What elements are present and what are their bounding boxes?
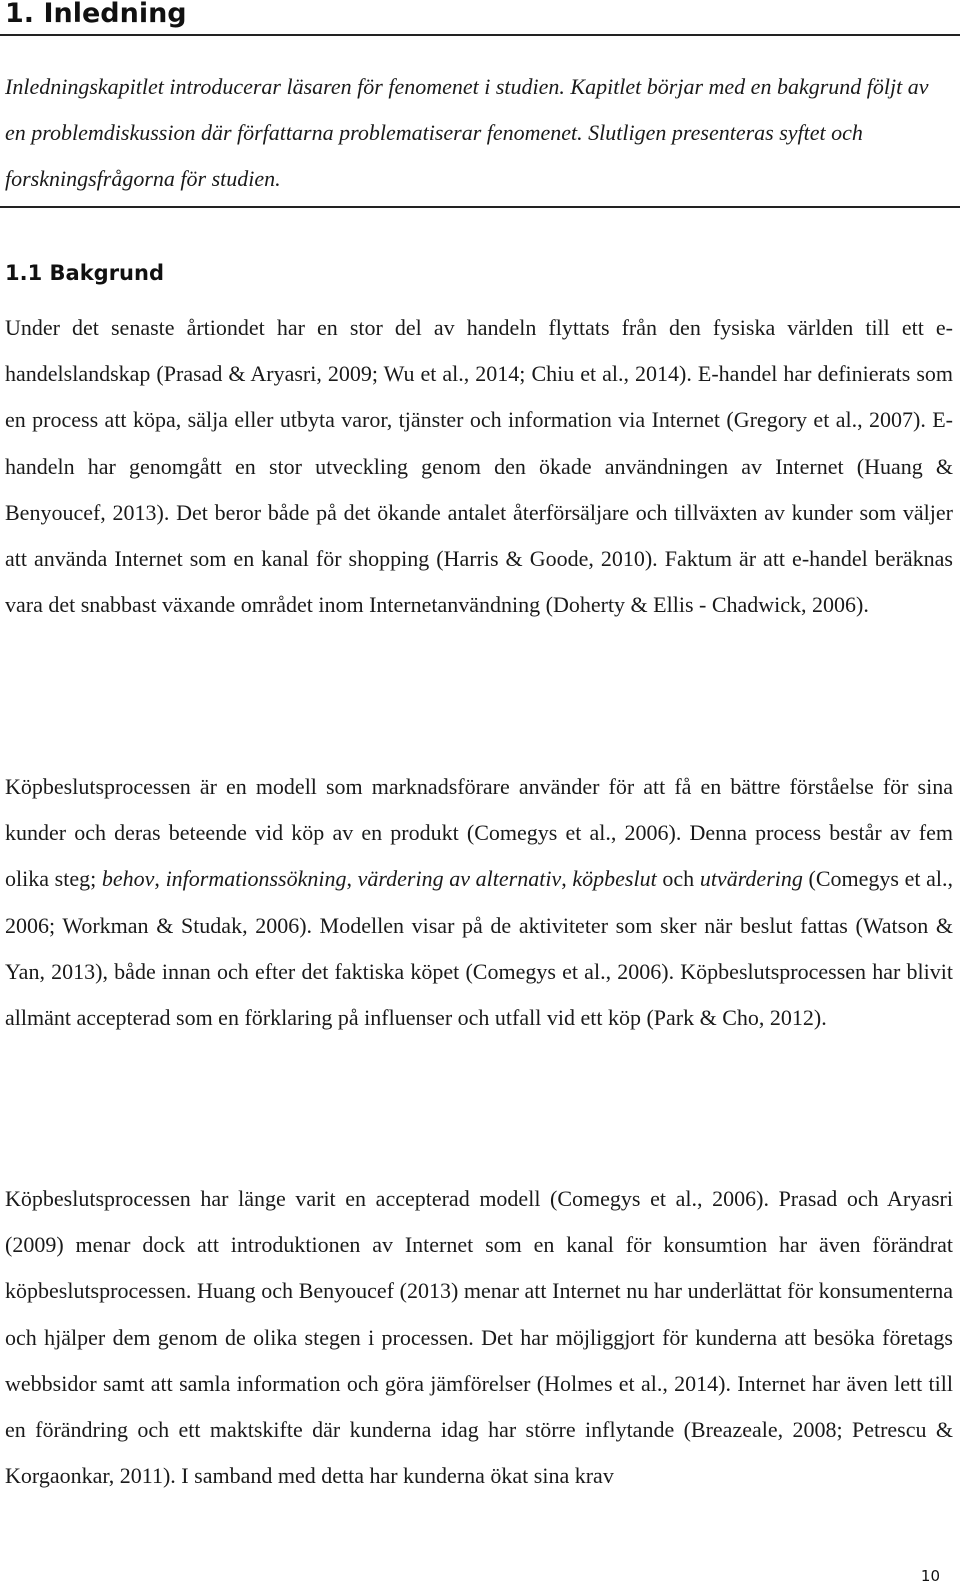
paragraph-2-text-a: Köpbeslutsprocessen är en modell som marknadsförare använder för att få en bättre förståelse för sina kunder och deras beteende vid köp av en produkt (Comegys et al., 2006). Denna process består av fem olika steg;: [5, 774, 953, 892]
step-informationssokning: informationssökning: [165, 866, 347, 892]
step-utvardering: utvärdering: [699, 866, 803, 892]
paragraph-2: [5, 764, 953, 1041]
chapter-heading: 1. Inledning: [5, 0, 187, 29]
heading-divider: [0, 34, 960, 36]
intro-divider: [0, 206, 960, 208]
step-behov: behov: [101, 866, 155, 892]
paragraph-2-text-b: (Comegys et al., 2006; Workman & Studak, 2006). Modellen visar på de aktiviteter som sker när beslut fattas (Watson & Yan, 2013), både innan och efter det faktiska köpet (Comegys et al., 2006). Köpbeslutsprocessen har blivit allmänt accepterad som en förklaring på influenser och utfall vid ett köp (Park & Cho, 2012).: [5, 866, 954, 1031]
chapter-intro: Inledningskapitlet introducerar läsaren för fenomenet i studien. Kapitlet börjar med en bakgrund följt av en problemdiskussion där författarna problematiserar fenomenet. Slutligen presenteras syftet och forskningsfrågorna för studien.: [5, 74, 929, 191]
section-heading: 1.1 Bakgrund: [5, 261, 164, 285]
step-separator: ,: [346, 866, 358, 892]
paragraph-3: Köpbeslutsprocessen har länge varit en accepterad modell (Comegys et al., 2006). Prasad och Aryasri (2009) menar dock att introduktionen av Internet som en kanal för konsumtion har även förändrat köpbeslutsprocessen. Huang och Benyoucef (2013) menar att Internet nu har underlättat för konsumenterna och hjälper dem genom de olika stegen i processen. Det har möjliggjort för kunderna att besöka företags webbsidor samt att samla information och göra jämförelser (Holmes et al., 2014). Internet har även lett till en förändring och ett maktskifte där kunderna idag har större inflytande (Breazeale, 2008; Petrescu & Korgaonkar, 2011). I samband med detta har kunderna ökat sina krav: [5, 1186, 953, 1489]
step-vardering-av-alternativ: värdering av alternativ: [357, 866, 562, 892]
step-kopbeslut: köpbeslut: [572, 866, 657, 892]
page-number: 10: [920, 1567, 940, 1585]
step-separator: ,: [154, 866, 166, 892]
step-separator: och: [656, 866, 700, 892]
paragraph-1: Under det senaste årtiondet har en stor del av handeln flyttats från den fysiska världen till ett e-handelslandskap (Prasad & Aryasri, 2009; Wu et al., 2014; Chiu et al., 2014). E-handel har definierats som en process att köpa, sälja eller utbyta varor, tjänster och information via Internet (Gregory et al., 2007). E-handeln har genomgått en stor utveckling genom den ökade användningen av Internet (Huang & Benyoucef, 2013). Det beror både på det ökande antalet återförsäljare och tillväxten av kunder som väljer att använda Internet som en kanal för shopping (Harris & Goode, 2010). Faktum är att e-handel beräknas vara det snabbast växande området inom Internetanvändning (Doherty & Ellis - Chadwick, 2006).: [5, 315, 953, 618]
step-separator: ,: [561, 866, 573, 892]
